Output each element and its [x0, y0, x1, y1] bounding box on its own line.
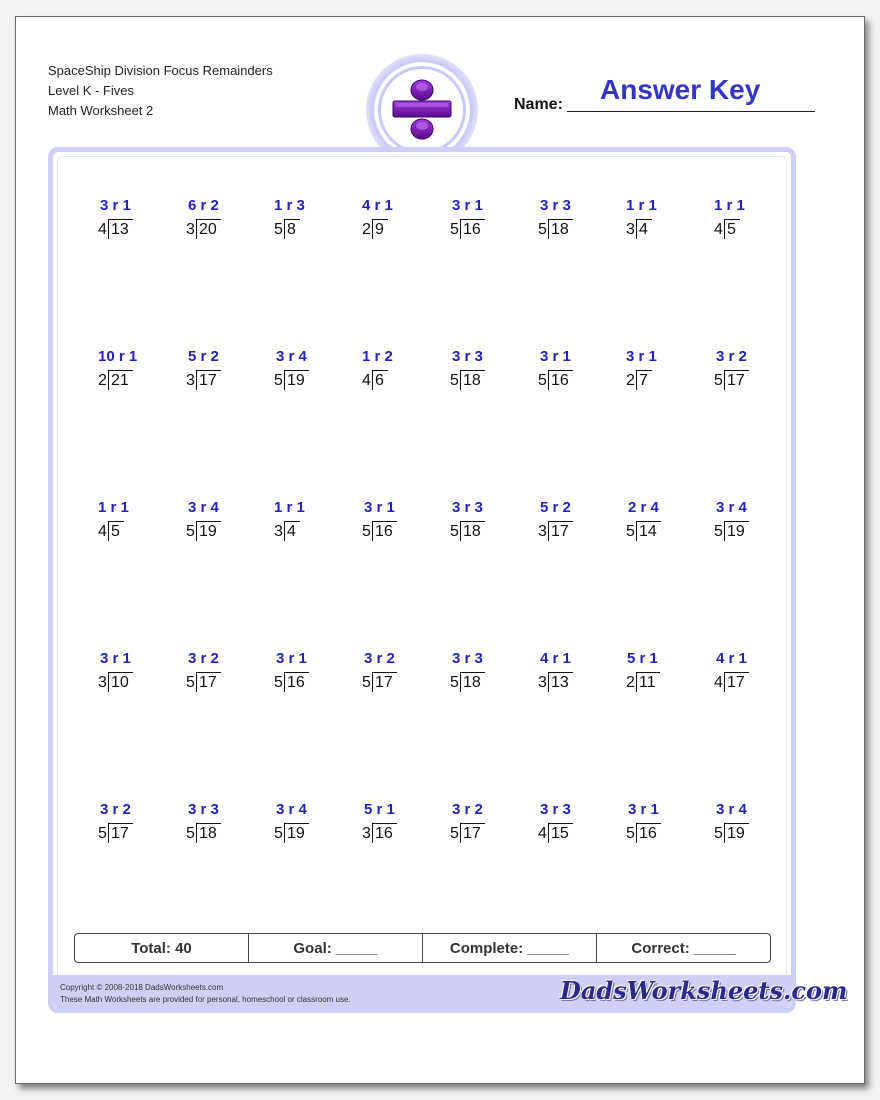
divisor: 3 — [274, 523, 283, 540]
answer: 1 r 3 — [274, 197, 305, 214]
dividend: 16 — [636, 823, 661, 843]
answer: 3 r 1 — [628, 801, 659, 818]
division-problem — [538, 499, 626, 549]
division-problem — [626, 801, 714, 851]
answer: 3 r 3 — [540, 197, 571, 214]
correct-cell: Correct: _____ — [631, 939, 736, 957]
answer: 4 r 1 — [716, 650, 747, 667]
divisor: 5 — [186, 674, 195, 691]
divisor: 5 — [538, 221, 547, 238]
usage-line: These Math Worksheets are provided for personal, homeschool or classroom use. — [60, 995, 351, 1004]
dividend: 18 — [460, 521, 485, 541]
answer: 3 r 2 — [452, 801, 483, 818]
divisor: 4 — [362, 372, 371, 389]
division-problem — [274, 801, 362, 851]
dividend: 17 — [372, 672, 397, 692]
problem-row — [80, 197, 800, 257]
answer: 5 r 2 — [540, 499, 571, 516]
answer: 3 r 3 — [452, 650, 483, 667]
division-problem — [714, 499, 802, 549]
division-problem — [714, 801, 802, 851]
answer: 3 r 1 — [100, 197, 131, 214]
division-problem — [362, 348, 450, 398]
total-cell: Total: 40 — [75, 934, 249, 962]
answer: 3 r 1 — [540, 348, 571, 365]
division-problem — [362, 499, 450, 549]
divisor: 5 — [274, 221, 283, 238]
division-problem — [362, 650, 450, 700]
dividend: 19 — [196, 521, 221, 541]
answer: 5 r 2 — [188, 348, 219, 365]
dividend: 18 — [548, 219, 573, 239]
divisor: 5 — [450, 221, 459, 238]
answer: 10 r 1 — [98, 348, 138, 365]
answer: 1 r 1 — [714, 197, 745, 214]
division-problem — [362, 197, 450, 247]
dividend: 11 — [636, 672, 660, 692]
dividend: 21 — [108, 370, 133, 390]
division-problem — [538, 348, 626, 398]
complete-cell: Complete: _____ — [423, 934, 597, 962]
answer: 2 r 4 — [628, 499, 659, 516]
divisor: 4 — [714, 674, 723, 691]
division-problem — [98, 801, 186, 851]
division-problem — [714, 650, 802, 700]
divisor: 5 — [274, 674, 283, 691]
divisor: 3 — [538, 523, 547, 540]
divisor: 3 — [626, 221, 635, 238]
division-problem — [450, 197, 538, 247]
dividend: 5 — [108, 521, 124, 541]
division-problem — [714, 348, 802, 398]
divisor: 5 — [626, 825, 635, 842]
divisor: 5 — [714, 523, 723, 540]
brand-logo: DadsWorksheets.com — [560, 976, 848, 1005]
name-label: Name: — [514, 96, 563, 113]
answer: 3 r 2 — [188, 650, 219, 667]
dividend: 17 — [724, 672, 749, 692]
division-problem — [450, 348, 538, 398]
answer: 1 r 2 — [362, 348, 393, 365]
answer: 3 r 4 — [716, 801, 747, 818]
answer: 3 r 4 — [188, 499, 219, 516]
dividend: 4 — [636, 219, 652, 239]
division-problem — [538, 197, 626, 247]
divisor: 2 — [98, 372, 107, 389]
divisor: 4 — [538, 825, 547, 842]
answer: 3 r 1 — [276, 650, 307, 667]
divisor: 4 — [98, 523, 107, 540]
answer: 3 r 1 — [364, 499, 395, 516]
division-problem — [186, 499, 274, 549]
dividend: 19 — [284, 823, 309, 843]
dividend: 18 — [460, 370, 485, 390]
division-problem — [274, 197, 362, 247]
dividend: 16 — [372, 823, 397, 843]
divisor: 5 — [450, 523, 459, 540]
dividend: 19 — [724, 521, 749, 541]
dividend: 14 — [636, 521, 661, 541]
division-problem — [186, 348, 274, 398]
answer: 4 r 1 — [362, 197, 393, 214]
division-problem — [274, 499, 362, 549]
divisor: 5 — [274, 372, 283, 389]
dividend: 17 — [196, 672, 221, 692]
answer: 3 r 3 — [452, 348, 483, 365]
divisor: 5 — [362, 523, 371, 540]
dividend: 17 — [724, 370, 749, 390]
problem-row — [80, 348, 800, 408]
dividend: 4 — [284, 521, 300, 541]
divisor: 5 — [626, 523, 635, 540]
problems-frame-inner — [57, 156, 787, 1004]
division-problem — [274, 348, 362, 398]
answer: 6 r 2 — [188, 197, 219, 214]
divisor: 5 — [450, 372, 459, 389]
answer: 3 r 2 — [364, 650, 395, 667]
answer: 5 r 1 — [364, 801, 395, 818]
dividend: 17 — [108, 823, 133, 843]
answer: 3 r 3 — [540, 801, 571, 818]
division-problem — [98, 499, 186, 549]
answer-key-label: Answer Key — [600, 74, 761, 105]
problem-row — [80, 499, 800, 559]
division-problem — [186, 650, 274, 700]
problem-row — [80, 650, 800, 710]
division-problem — [538, 650, 626, 700]
answer: 3 r 1 — [626, 348, 657, 365]
answer: 3 r 3 — [188, 801, 219, 818]
answer: 5 r 1 — [627, 650, 658, 667]
dividend: 13 — [548, 672, 573, 692]
divisor: 3 — [186, 221, 195, 238]
division-problem — [186, 801, 274, 851]
dividend: 19 — [724, 823, 749, 843]
worksheet-level: Level K - Fives — [48, 83, 134, 98]
answer: 3 r 1 — [100, 650, 131, 667]
problems-frame — [48, 147, 796, 1013]
dividend: 18 — [196, 823, 221, 843]
divisor: 4 — [98, 221, 107, 238]
answer: 3 r 1 — [452, 197, 483, 214]
goal-cell: Goal: _____ — [249, 934, 423, 962]
divisor: 3 — [98, 674, 107, 691]
division-problem — [626, 348, 714, 398]
answer: 1 r 1 — [274, 499, 305, 516]
worksheet-header — [48, 61, 273, 121]
answer: 1 r 1 — [626, 197, 657, 214]
dividend: 13 — [108, 219, 133, 239]
dividend: 20 — [196, 219, 221, 239]
dividend: 10 — [108, 672, 133, 692]
divisor: 5 — [450, 825, 459, 842]
divisor: 5 — [450, 674, 459, 691]
dividend: 19 — [284, 370, 309, 390]
division-problem — [98, 197, 186, 247]
division-problem — [626, 499, 714, 549]
dividend: 7 — [636, 370, 652, 390]
divisor: 5 — [98, 825, 107, 842]
dividend: 16 — [548, 370, 573, 390]
division-problem — [714, 197, 802, 247]
dividend: 17 — [460, 823, 485, 843]
division-problem — [362, 801, 450, 851]
division-problem — [538, 801, 626, 851]
dividend: 17 — [196, 370, 221, 390]
division-problem — [450, 650, 538, 700]
division-problem — [186, 197, 274, 247]
division-problem — [274, 650, 362, 700]
dividend: 5 — [724, 219, 740, 239]
divisor: 5 — [362, 674, 371, 691]
divisor: 5 — [714, 825, 723, 842]
divisor: 5 — [714, 372, 723, 389]
division-problem — [98, 650, 186, 700]
division-problem — [450, 499, 538, 549]
dividend: 8 — [284, 219, 300, 239]
worksheet-number: Math Worksheet 2 — [48, 103, 154, 118]
problem-row — [80, 801, 800, 861]
divisor: 3 — [186, 372, 195, 389]
answer: 1 r 1 — [98, 499, 129, 516]
answer: 3 r 4 — [716, 499, 747, 516]
divisor: 3 — [362, 825, 371, 842]
divisor: 5 — [538, 372, 547, 389]
division-problem — [98, 348, 186, 398]
division-problem — [626, 650, 714, 700]
dividend: 16 — [284, 672, 309, 692]
dividend: 6 — [372, 370, 388, 390]
name-underline — [567, 110, 815, 112]
divisor: 2 — [626, 674, 635, 691]
answer: 3 r 2 — [100, 801, 131, 818]
dividend: 15 — [548, 823, 573, 843]
answer: 3 r 4 — [276, 348, 307, 365]
answer: 4 r 1 — [540, 650, 571, 667]
dividend: 16 — [460, 219, 485, 239]
divisor: 4 — [714, 221, 723, 238]
answer: 3 r 2 — [716, 348, 747, 365]
divisor: 5 — [186, 825, 195, 842]
copyright-line: Copyright © 2008-2018 DadsWorksheets.com — [60, 983, 224, 992]
divisor: 3 — [538, 674, 547, 691]
answer: 3 r 4 — [276, 801, 307, 818]
divisor: 5 — [274, 825, 283, 842]
dividend: 17 — [548, 521, 573, 541]
dividend: 9 — [372, 219, 388, 239]
dividend: 16 — [372, 521, 397, 541]
division-problem — [450, 801, 538, 851]
divisor: 5 — [186, 523, 195, 540]
divisor: 2 — [362, 221, 371, 238]
worksheet-title: SpaceShip Division Focus Remainders — [48, 63, 273, 78]
copyright-notice — [60, 982, 351, 1006]
division-problem — [626, 197, 714, 247]
answer: 3 r 3 — [452, 499, 483, 516]
dividend: 18 — [460, 672, 485, 692]
score-table — [74, 933, 771, 963]
divisor: 2 — [626, 372, 635, 389]
